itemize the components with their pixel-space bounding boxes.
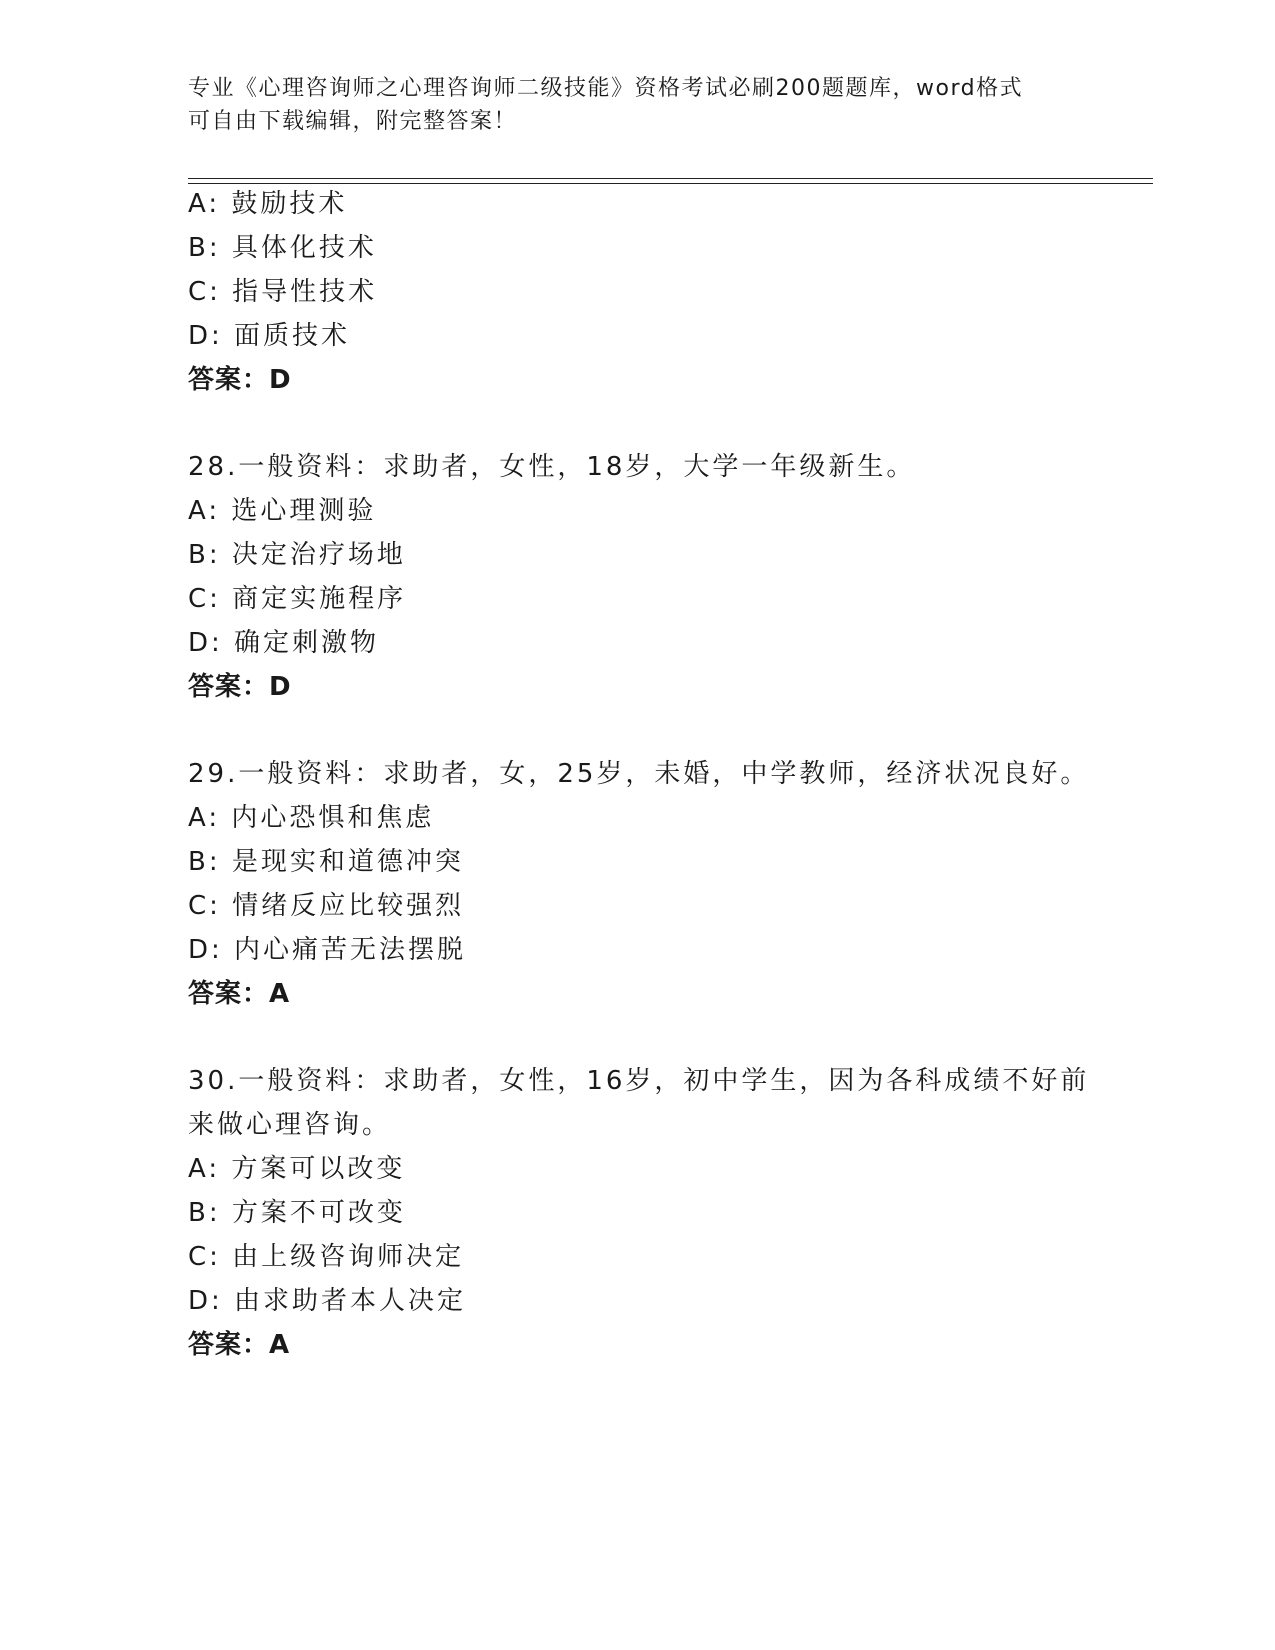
option-a: A: 鼓励技术: [188, 189, 348, 219]
header-title-line-1: 专业《心理咨询师之心理咨询师二级技能》资格考试必刷200题题库，word格式: [188, 76, 1024, 101]
option-b: B: 方案不可改变: [188, 1198, 406, 1228]
option-d: D: 面质技术: [188, 321, 351, 351]
question-28: 28.一般资料：求助者，女性，18岁，大学一年级新生。: [188, 452, 916, 482]
answer: 答案：D: [188, 672, 292, 702]
option-b: B: 具体化技术: [188, 233, 377, 263]
header-rule-bottom: [188, 183, 1153, 184]
option-c: C: 指导性技术: [188, 277, 378, 307]
option-a: A: 内心恐惧和焦虑: [188, 803, 435, 833]
option-a: A: 方案可以改变: [188, 1154, 406, 1184]
header-title-line-2: 可自由下载编辑，附完整答案！: [188, 109, 518, 134]
option-d: D: 由求助者本人决定: [188, 1286, 467, 1316]
option-a: A: 选心理测验: [188, 496, 377, 526]
option-d: D: 内心痛苦无法摆脱: [188, 935, 467, 965]
answer: 答案：D: [188, 365, 292, 395]
option-b: B: 决定治疗场地: [188, 540, 406, 570]
document-header: [188, 72, 1068, 138]
answer: 答案：A: [188, 979, 291, 1009]
header-rule-top: [188, 178, 1153, 179]
option-c: C: 由上级咨询师决定: [188, 1242, 465, 1272]
question-29: 29.一般资料：求助者，女，25岁，未婚，中学教师，经济状况良好。: [188, 759, 1090, 789]
question-30-line-2: 来做心理咨询。: [188, 1110, 392, 1140]
option-c: C: 情绪反应比较强烈: [188, 891, 465, 921]
answer: 答案：A: [188, 1330, 291, 1360]
option-d: D: 确定刺激物: [188, 628, 380, 658]
question-30-line-1: 30.一般资料：求助者，女性，16岁，初中学生，因为各科成绩不好前: [188, 1066, 1090, 1096]
option-b: B: 是现实和道德冲突: [188, 847, 464, 877]
option-c: C: 商定实施程序: [188, 584, 407, 614]
